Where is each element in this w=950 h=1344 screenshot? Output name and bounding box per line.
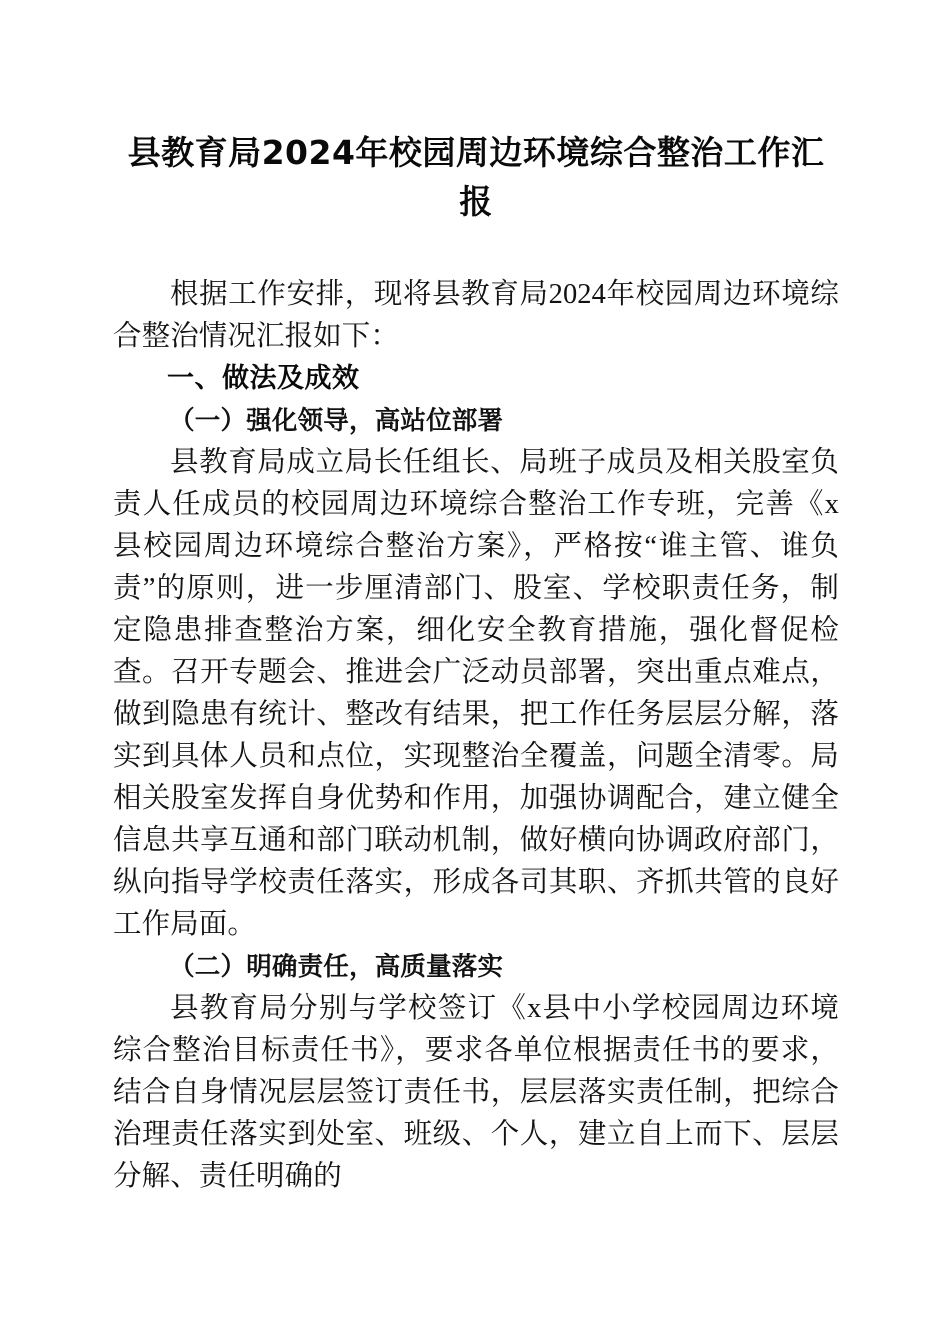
section-heading-1: 一、做法及成效 <box>167 363 360 394</box>
subsection-heading-1-2: （二）明确责任，高质量落实 <box>169 952 504 981</box>
document-content <box>113 0 839 1198</box>
title-spacer <box>113 226 839 274</box>
document-title: 县教育局2024年校园周边环境综合整治工作汇报 <box>127 133 825 221</box>
subsection-body-1-2: 县教育局分别与学校签订《x县中小学校园周边环境综合整治目标责任书》，要求各单位根据责任书的要求，结合自身情况层层签订责任书，层层落实责任制，把综合治理责任落实到处室、班级、个人，建立自上而下、层层分解、责任明确的 <box>113 993 839 1192</box>
subsection-heading-1-1: （一）强化领导，高站位部署 <box>169 406 504 435</box>
preamble-paragraph: 根据工作安排，现将县教育局2024年校园周边环境综合整治情况汇报如下： <box>113 279 839 352</box>
subsection-body-1-1: 县教育局成立局长任组长、局班子成员及相关股室负责人任成员的校园周边环境综合整治工作专班，完善《x县校园周边环境综合整治方案》，严格按“谁主管、谁负责”的原则，进一步厘清部门、股室、学校职责任务，制定隐患排查整治方案，细化安全教育措施，强化督促检查。召开专题会、推进会广泛动员部署，突出重点难点，做到隐患有统计、整改有结果，把工作任务层层分解，落实到具体人员和点位，实现整治全覆盖，问题全清零。局相关股室发挥自身优势和作用，加强协调配合，建立健全信息共享互通和部门联动机制，做好横向协调政府部门，纵向指导学校责任落实，形成各司其职、齐抓共管的良好工作局面。 <box>113 447 839 940</box>
